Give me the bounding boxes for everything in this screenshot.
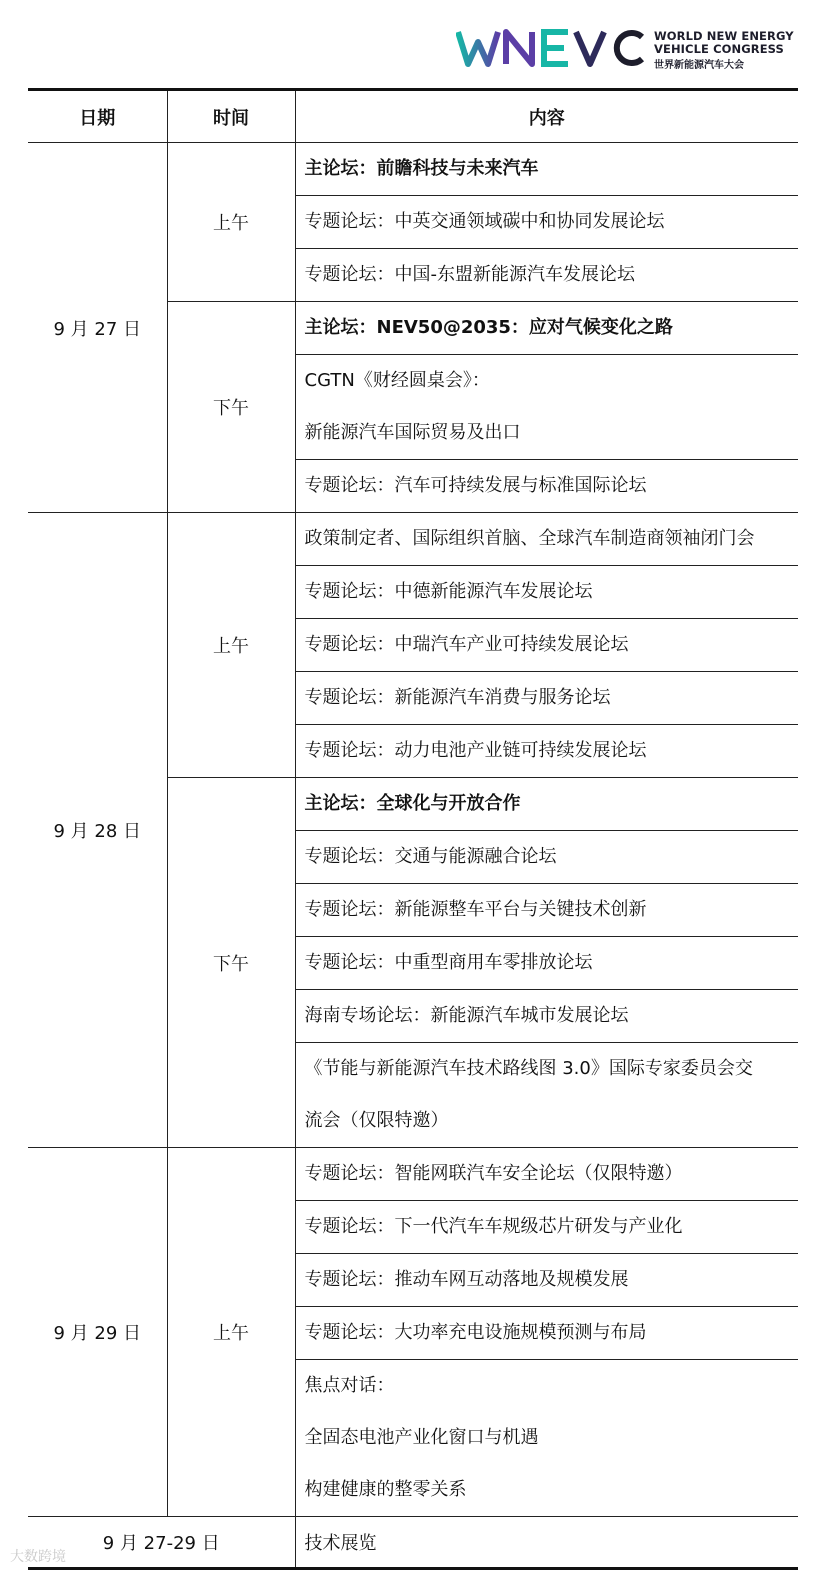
session-cell bbox=[295, 1360, 798, 1517]
session-text: 专题论坛：中英交通领域碳中和协同发展论坛 bbox=[304, 211, 665, 232]
session-cell bbox=[295, 672, 798, 725]
session-text: 专题论坛：大功率充电设施规模预测与布局 bbox=[304, 1322, 647, 1343]
session-cell bbox=[295, 513, 798, 566]
session-text: 新能源汽车国际贸易及出口 bbox=[304, 422, 521, 443]
session-cell bbox=[295, 302, 798, 355]
session-cell bbox=[295, 196, 798, 249]
time-cell: 上午 bbox=[167, 513, 295, 778]
session-text: 专题论坛：推动车网互动落地及规模发展 bbox=[304, 1269, 629, 1290]
time-cell: 上午 bbox=[167, 143, 295, 302]
session-cell bbox=[295, 937, 798, 990]
table-row bbox=[28, 513, 798, 566]
session-cell bbox=[295, 566, 798, 619]
session-cell bbox=[295, 1201, 798, 1254]
session-text: 主论坛：NEV50@2035：应对气候变化之路 bbox=[304, 317, 673, 338]
session-text: 专题论坛：汽车可持续发展与标准国际论坛 bbox=[304, 475, 647, 496]
session-text: 专题论坛：智能网联汽车安全论坛（仅限特邀） bbox=[304, 1163, 683, 1184]
exhibition-date-cell: 9 月 27-29 日 bbox=[28, 1517, 295, 1569]
session-cell bbox=[295, 778, 798, 831]
session-text: 主论坛：前瞻科技与未来汽车 bbox=[304, 158, 539, 179]
session-text: 流会（仅限特邀） bbox=[304, 1110, 449, 1131]
logo-english-name bbox=[654, 30, 794, 56]
time-cell: 下午 bbox=[167, 778, 295, 1148]
session-text: 专题论坛：新能源整车平台与关键技术创新 bbox=[304, 899, 647, 920]
schedule-table bbox=[28, 88, 798, 1570]
session-cell bbox=[295, 725, 798, 778]
session-cell bbox=[295, 143, 798, 196]
header-content: 内容 bbox=[295, 90, 798, 143]
session-cell bbox=[295, 1148, 798, 1201]
date-cell: 9 月 28 日 bbox=[28, 513, 167, 1148]
session-text: 专题论坛：中重型商用车零排放论坛 bbox=[304, 952, 593, 973]
session-text: 主论坛：全球化与开放合作 bbox=[304, 793, 521, 814]
session-cell bbox=[295, 1043, 798, 1148]
session-text: 专题论坛：新能源汽车消费与服务论坛 bbox=[304, 687, 611, 708]
session-text: 专题论坛：交通与能源融合论坛 bbox=[304, 846, 557, 867]
session-text: 专题论坛：动力电池产业链可持续发展论坛 bbox=[304, 740, 647, 761]
session-text: 焦点对话： bbox=[304, 1375, 395, 1396]
session-text: 专题论坛：下一代汽车车规级芯片研发与产业化 bbox=[304, 1216, 683, 1237]
exhibition-row bbox=[28, 1517, 798, 1569]
date-cell: 9 月 27 日 bbox=[28, 143, 167, 513]
session-text: CGTN《财经圆桌会》： bbox=[304, 370, 490, 391]
time-cell: 下午 bbox=[167, 302, 295, 513]
session-text: 海南专场论坛：新能源汽车城市发展论坛 bbox=[304, 1005, 629, 1026]
session-cell bbox=[295, 1254, 798, 1307]
session-text: 专题论坛：中国-东盟新能源汽车发展论坛 bbox=[304, 264, 635, 285]
table-row bbox=[28, 1148, 798, 1201]
session-cell bbox=[295, 1307, 798, 1360]
session-text: 构建健康的整零关系 bbox=[304, 1479, 467, 1500]
session-text: 专题论坛：中瑞汽车产业可持续发展论坛 bbox=[304, 634, 629, 655]
logo-chinese-name: 世界新能源汽车大会 bbox=[654, 60, 744, 71]
date-cell: 9 月 29 日 bbox=[28, 1148, 167, 1517]
session-text: 全固态电池产业化窗口与机遇 bbox=[304, 1427, 539, 1448]
watermark-text: 大数跨境 bbox=[10, 1549, 66, 1565]
session-text: 专题论坛：中德新能源汽车发展论坛 bbox=[304, 581, 593, 602]
table-header-row bbox=[28, 90, 798, 143]
session-cell bbox=[295, 619, 798, 672]
session-cell bbox=[295, 990, 798, 1043]
wnevc-logo bbox=[456, 26, 801, 70]
header-time: 时间 bbox=[167, 90, 295, 143]
time-cell: 上午 bbox=[167, 1148, 295, 1517]
table-row bbox=[28, 143, 798, 196]
session-text: 政策制定者、国际组织首脑、全球汽车制造商领袖闭门会 bbox=[304, 528, 755, 549]
logo-english-line1: WORLD NEW ENERGY bbox=[654, 29, 794, 43]
session-cell bbox=[295, 831, 798, 884]
session-cell bbox=[295, 460, 798, 513]
logo-english-line2: VEHICLE CONGRESS bbox=[654, 42, 784, 56]
session-cell bbox=[295, 884, 798, 937]
session-cell bbox=[295, 355, 798, 460]
header-date: 日期 bbox=[28, 90, 167, 143]
session-cell bbox=[295, 249, 798, 302]
session-text: 《节能与新能源汽车技术路线图 3.0》国际专家委员会交 bbox=[304, 1058, 753, 1079]
exhibition-content-cell: 技术展览 bbox=[295, 1517, 798, 1569]
wnevc-wordmark-logo bbox=[456, 26, 648, 70]
